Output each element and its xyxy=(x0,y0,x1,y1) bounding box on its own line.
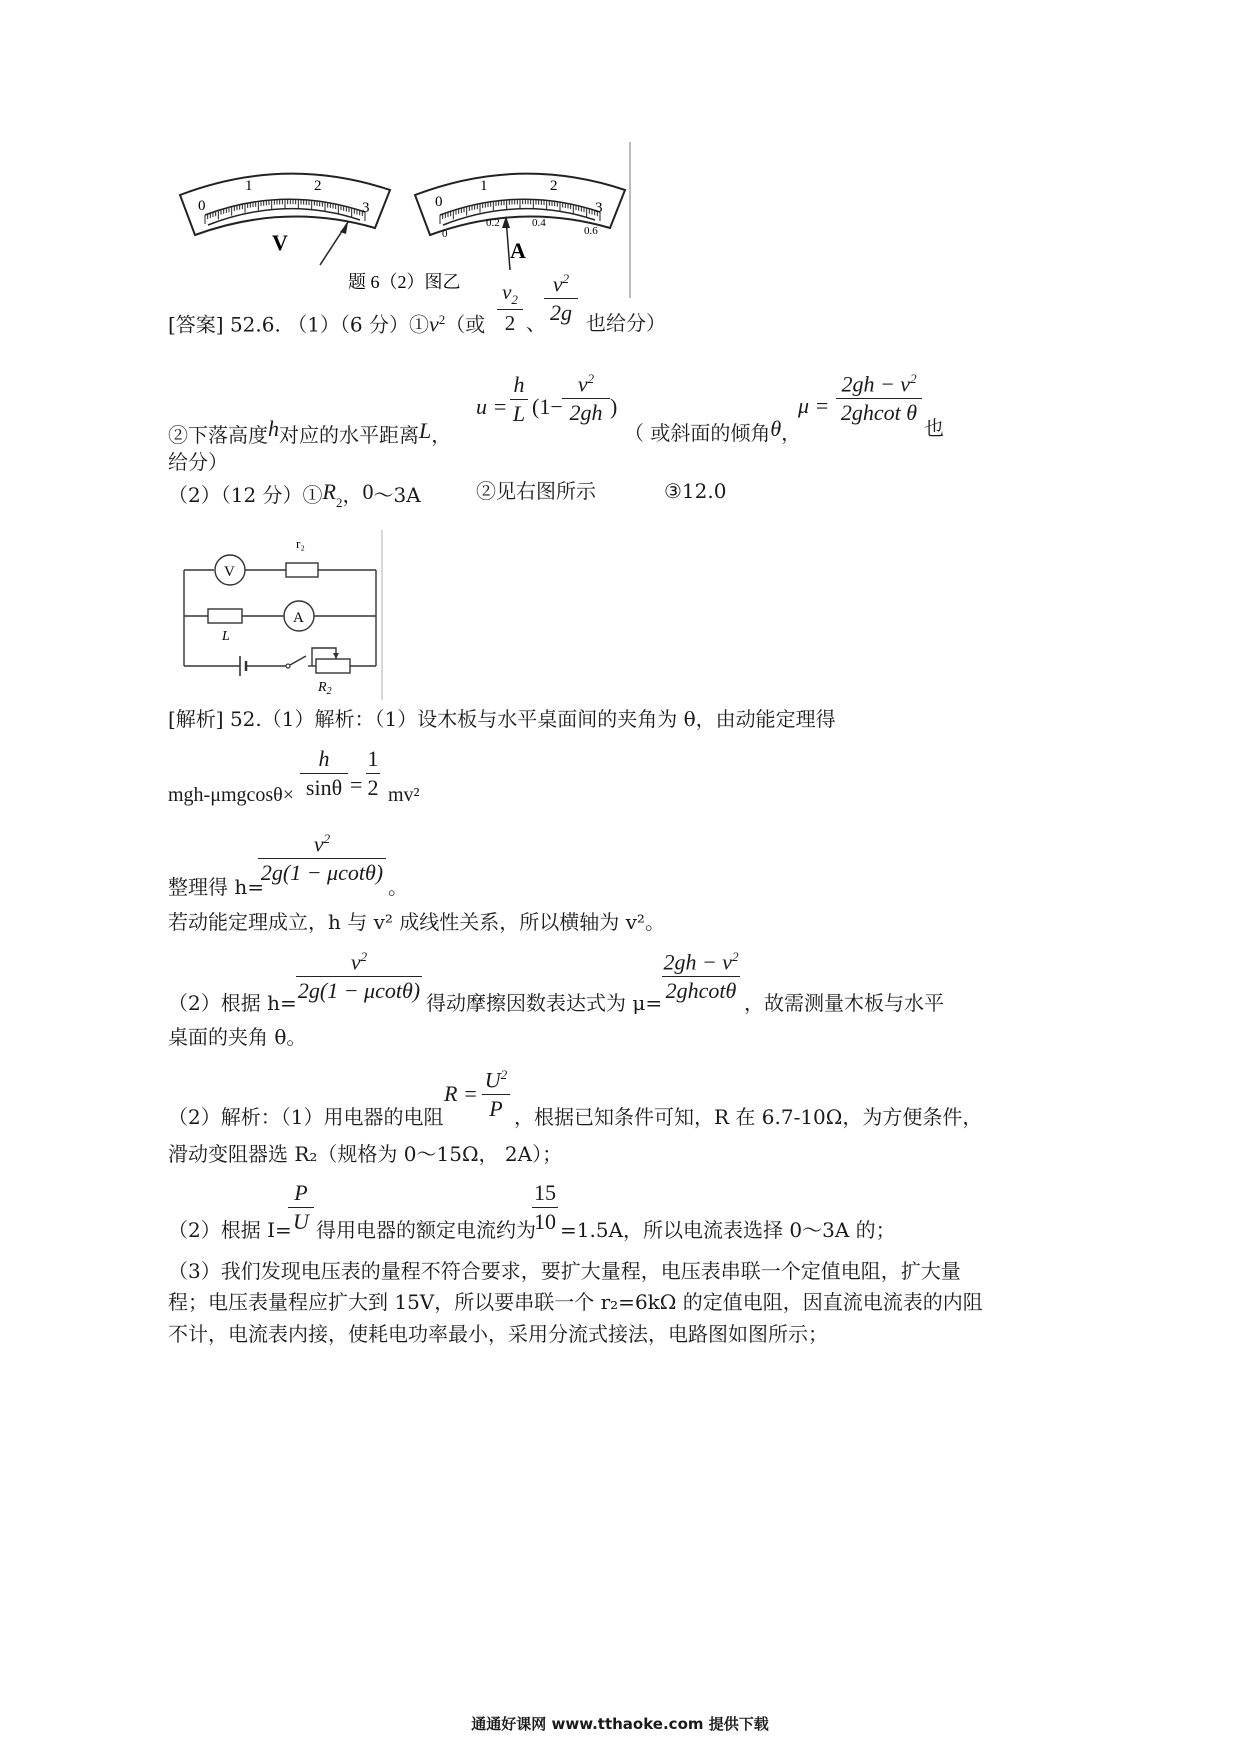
analysis-p4-c: 滑动变阻器选 R₂（规格为 0～15Ω， 2A）； xyxy=(168,1142,563,1166)
answer-sep: 、 xyxy=(526,311,546,335)
answer-line2-e: 也 xyxy=(924,416,944,440)
analysis-p5-a: （2）根据 I= xyxy=(168,1218,292,1242)
circuit-lamp-label: L xyxy=(222,629,230,644)
analysis-p3-d: 桌面的夹角 θ。 xyxy=(168,1025,307,1049)
answer-line2-c: （ 或斜面的倾角θ， xyxy=(624,416,802,445)
circuit-diagram xyxy=(168,528,386,702)
analysis-p4-a: （2）解析：（1）用电器的电阻 xyxy=(168,1105,444,1129)
ammeter-label: A xyxy=(510,238,526,263)
voltmeter-tick-0: 0 xyxy=(198,198,206,214)
answer-line4-e: ③12.0 xyxy=(664,479,727,503)
mu-paren-open: (1− xyxy=(532,394,563,419)
ammeter-btick-3: 0.6 xyxy=(584,225,598,237)
voltmeter-tick-3: 3 xyxy=(362,200,370,216)
ammeter-btick-1: 0.2 xyxy=(486,217,500,229)
answer-line1: [答案] 52.6. （1）（6 分）$①v^2$（或 xyxy=(168,311,486,337)
voltmeter-tick-2: 2 xyxy=(314,178,322,194)
mu2-lhs: μ = xyxy=(798,393,830,418)
voltmeter-label: V xyxy=(272,230,288,255)
analysis-p4-b: ，根据已知条件可知，R 在 6.7-10Ω，为方便条件， xyxy=(514,1105,983,1129)
figure-caption: 题 6（2）图乙 xyxy=(348,272,461,292)
frac-v2-over-2: $v_2$ 2 xyxy=(497,282,523,334)
voltmeter-tick-1: 1 xyxy=(245,178,253,194)
eq1-b: mv² xyxy=(388,784,420,806)
analysis-p6-a: （3）我们发现电压表的量程不符合要求，要扩大量程，电压表串联一个定值电阻，扩大量 xyxy=(168,1259,961,1283)
mu-frac-v2-2gh: $v^2$ 2gh xyxy=(562,372,610,424)
analysis-p5-b: 得用电器的额定电流约为 xyxy=(316,1218,536,1242)
p4-frac: $U^2$ P xyxy=(482,1068,510,1120)
answer-v: v xyxy=(429,311,439,337)
p3-frac2: $2gh - v^2$ 2ghcotθ xyxy=(663,949,739,1004)
page-footer: 通通好课网 www.tthaoke.com 提供下载 xyxy=(471,1715,769,1733)
analysis-eq1-a: mgh-μmgcosθ× xyxy=(168,784,295,806)
answer-suffix: 也给分） xyxy=(586,311,666,335)
circuit-r2-label: r₂ xyxy=(296,536,305,551)
eq1-frac-half: 1 2 xyxy=(367,746,379,800)
answer-line3: 给分） xyxy=(168,450,228,474)
answer-line2: ②下落高度h对应的水平距离L， xyxy=(168,416,452,447)
eq2-frac: $v^2$ 2g(1 − μcotθ) xyxy=(258,832,386,884)
eq1-frac-h-sin: h sinθ xyxy=(300,748,348,799)
analysis-p3-b: 得动摩擦因数表达式为 μ= xyxy=(426,991,663,1015)
circuit-drawing xyxy=(168,528,386,702)
analysis-p6-b: 程；电压表量程应扩大到 15V，所以要串联一个 r₂=6kΩ 的定值电阻，因直流电流表的内阻 xyxy=(168,1290,983,1314)
frac-v2-over-2g: $v^2$ 2g xyxy=(544,272,578,324)
ammeter-tick-0: 0 xyxy=(435,194,443,210)
analysis-p1: [解析] 52.（1）解析：（1）设木板与水平桌面间的夹角为 θ，由动能定理得 xyxy=(168,707,836,731)
analysis-p3-c: ，故需测量木板与水平 xyxy=(744,991,944,1015)
answer-or: （或 xyxy=(445,312,486,337)
eq1-equals: = xyxy=(350,772,363,797)
ammeter-btick-2: 0.4 xyxy=(532,217,546,229)
answer-prefix: [答案] 52.6. （1）（6 分）① xyxy=(168,312,430,337)
answer-line4-d: ②见右图所示 xyxy=(476,479,596,503)
mu2-frac: $2gh - v^2$ 2ghcot θ xyxy=(836,372,922,424)
mu-paren-close: ) xyxy=(610,394,618,419)
ammeter-tick-2: 2 xyxy=(550,178,558,194)
analysis-eq2-b: 。 xyxy=(388,875,408,899)
mu-formula-lhs: u = xyxy=(476,394,508,419)
analysis-p6-c: 不计，电流表内接，使耗电功率最小，采用分流式接法，电路图如图所示； xyxy=(168,1322,828,1346)
ammeter-btick-0: 0 xyxy=(442,228,448,240)
circuit-ammeter-label: A xyxy=(293,610,304,626)
mu-frac-h-L: h L xyxy=(510,374,528,425)
circuit-rheostat-label: $R_2$ xyxy=(318,680,332,697)
circuit-voltmeter-label: V xyxy=(224,564,235,580)
p4-R-eq: R = xyxy=(444,1081,478,1106)
answer-line4: （2）（12 分）$①R_2$，0～3A xyxy=(168,479,421,510)
p3-frac1: $v^2$ 2g(1 − μcotθ) xyxy=(297,949,421,1004)
analysis-p3-a: （2）根据 h= xyxy=(168,991,297,1015)
analysis-p2: 若动能定理成立，h 与 v² 成线性关系，所以横轴为 v²。 xyxy=(168,910,665,934)
ammeter-tick-3: 3 xyxy=(595,200,603,216)
p5-frac1: P U xyxy=(288,1182,314,1233)
ammeter-tick-1: 1 xyxy=(480,178,488,194)
analysis-p5-c: =1.5A，所以电流表选择 0～3A 的； xyxy=(560,1218,896,1242)
p5-frac2: 15 10 xyxy=(534,1180,556,1234)
analysis-eq2-a: 整理得 h= xyxy=(168,875,264,899)
